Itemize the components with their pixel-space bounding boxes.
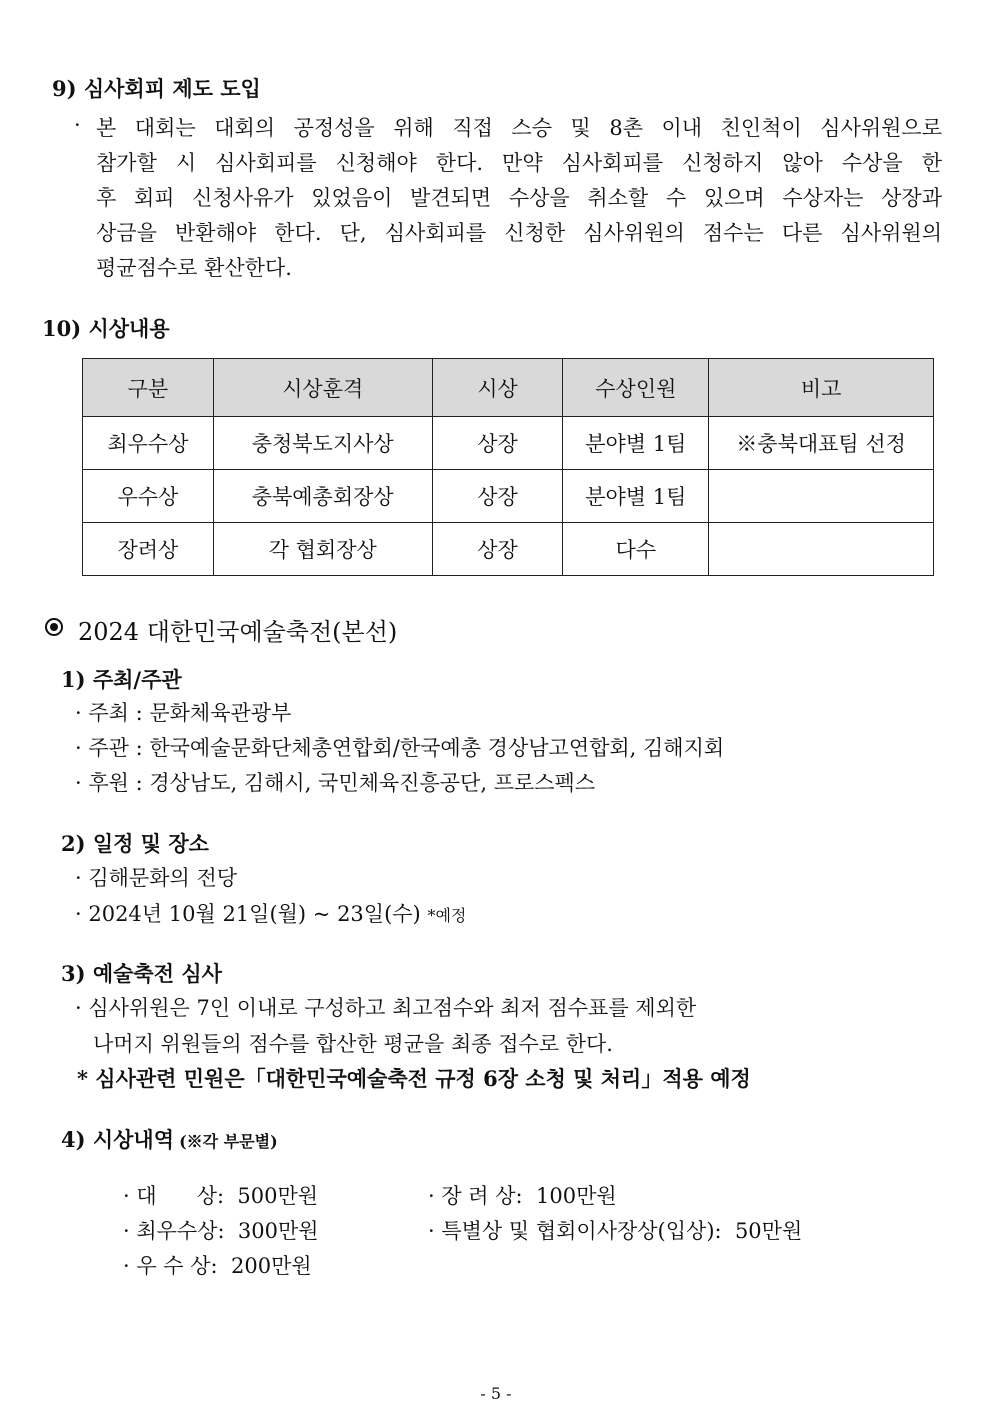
- main-section-title: 2024 대한민국예술축전(본선): [78, 618, 398, 646]
- table-cell: 장려상: [83, 523, 214, 576]
- table-cell: 상장: [432, 470, 563, 523]
- host-item: · 주최 : 문화체육관광부: [75, 701, 292, 725]
- table-cell: 각 협회장상: [213, 523, 432, 576]
- date-text: · 2024년 10월 21일(월) ~ 23일(수): [75, 902, 421, 926]
- table-row: [83, 417, 934, 470]
- award-table: [82, 358, 934, 576]
- table-cell: 충북예총회장상: [213, 470, 432, 523]
- table-cell: [709, 523, 934, 576]
- header-cell: 비고: [709, 359, 934, 417]
- judging-line-1: · 심사위원은 7인 이내로 구성하고 최고점수와 최저 점수표를 제외한: [75, 996, 697, 1020]
- table-header-row: [83, 359, 934, 417]
- judging-line-2: 나머지 위원들의 점수를 합산한 평균을 최종 접수로 한다.: [93, 1032, 613, 1056]
- date-item: [75, 898, 466, 928]
- prize-special: · 특별상 및 협회이사장상(입상): 50만원: [428, 1219, 803, 1243]
- complaint-note: * 심사관련 민원은「대한민국예술축전 규정 6장 소청 및 처리」적용 예정: [77, 1066, 751, 1091]
- prize-jangryeo: · 장 려 상: 100만원: [428, 1184, 617, 1208]
- table-row: [83, 523, 934, 576]
- s9-line-4: 상금을 반환해야 한다. 단, 심사회피를 신청한 심사위원의 점수는 다른 심사위원의: [96, 221, 942, 245]
- table-cell: 최우수상: [83, 417, 214, 470]
- bullet: ·: [74, 113, 81, 137]
- date-note: *예정: [427, 906, 467, 925]
- s9-line-5: 평균점수로 환산한다.: [96, 256, 292, 280]
- section-9-title: 9) 심사회피 제도 도입: [52, 76, 261, 101]
- table-cell: 상장: [432, 417, 563, 470]
- table-cell: 분야별 1팀: [563, 417, 709, 470]
- s9-line-3: 후 회피 신청사유가 있었음이 발견되면 수상을 취소할 수 있으며 수상자는 상장과: [96, 186, 942, 210]
- sub-4-title-note: (※각 부문별): [179, 1132, 278, 1151]
- s9-line-2: 참가할 시 심사회피를 신청해야 한다. 만약 심사회피를 신청하지 않아 수상을 한: [96, 151, 942, 175]
- header-cell: 시상훈격: [213, 359, 432, 417]
- section-10-title: 10) 시상내용: [42, 316, 170, 341]
- prize-choi: · 최우수상: 300만원: [123, 1219, 319, 1243]
- header-cell: 구분: [83, 359, 214, 417]
- sponsor-item: · 후원 : 경상남도, 김해시, 국민체육진흥공단, 프로스펙스: [75, 771, 596, 795]
- table-row: [83, 470, 934, 523]
- table-cell: 충청북도지사상: [213, 417, 432, 470]
- header-cell: 수상인원: [563, 359, 709, 417]
- sub-4-title: [61, 1124, 278, 1154]
- sub-1-title: 1) 주최/주관: [61, 667, 182, 692]
- sub-2-title: 2) 일정 및 장소: [61, 831, 209, 856]
- prize-usu: · 우 수 상: 200만원: [123, 1254, 312, 1278]
- circled-dot-icon: [45, 618, 63, 636]
- page-number: - 5 -: [480, 1384, 512, 1403]
- table-cell: ※충북대표팀 선정: [709, 417, 934, 470]
- table-cell: 분야별 1팀: [563, 470, 709, 523]
- table-cell: 우수상: [83, 470, 214, 523]
- table-cell: [709, 470, 934, 523]
- header-cell: 시상: [432, 359, 563, 417]
- venue-item: · 김해문화의 전당: [75, 866, 238, 890]
- sub-3-title: 3) 예술축전 심사: [61, 961, 222, 986]
- sub-4-title-text: 4) 시상내역: [61, 1127, 175, 1152]
- s9-line-1: 본 대회는 대회의 공정성을 위해 직접 스승 및 8촌 이내 친인척이 심사위원으로: [96, 116, 942, 140]
- organizer-item: · 주관 : 한국예술문화단체총연합회/한국예총 경상남고연합회, 김해지회: [75, 736, 725, 760]
- prize-daesang: · 대 상: 500만원: [123, 1184, 319, 1208]
- table-cell: 다수: [563, 523, 709, 576]
- table-cell: 상장: [432, 523, 563, 576]
